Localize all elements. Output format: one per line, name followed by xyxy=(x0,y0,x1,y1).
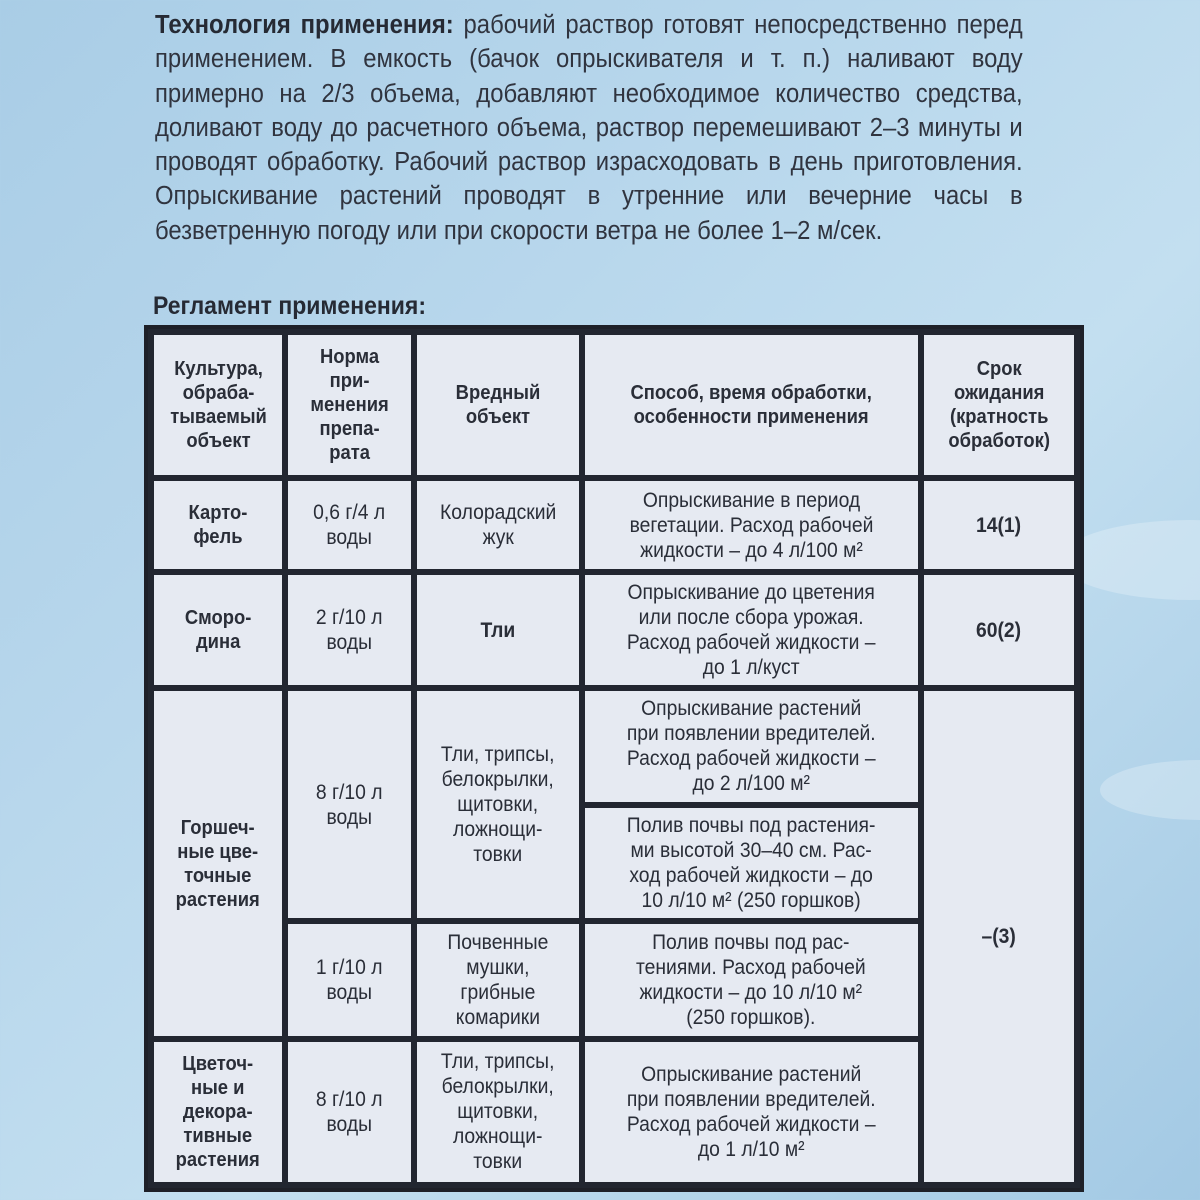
table-row xyxy=(154,481,1074,569)
table-row xyxy=(154,691,1074,801)
cell-term: 60(2) xyxy=(924,575,1074,685)
cell-rate: 1 г/10 л воды xyxy=(288,924,410,1036)
cell-pest: Тли, трипсы, белокрылки, щитовки, ложнощи- товки xyxy=(417,1042,579,1182)
table-row xyxy=(154,575,1074,685)
background-highlight xyxy=(1100,760,1200,820)
header-pest: Вредный объект xyxy=(417,335,579,475)
cell-crop: Цветоч- ные и декора- тивные растения xyxy=(154,1042,282,1182)
technology-text: рабочий раствор готовят непосредственно перед применением. В емкость (бачок опрыскивателя и т. п.) наливают воду примерно на 2/3 объема, добавляют необходимое количество средства, доливают воду до расчетного объема, раствор перемешивают 2–3 минуты и проводят обработку. Рабочий раствор израсходовать в день приготовления. Опрыскивание растений проводят в утренние или вечерние часы в безветренную погоду или при скорости ветра не более 1–2 м/сек. xyxy=(155,11,1023,245)
cell-pest: Тли, трипсы, белокрылки, щитовки, ложнощи- товки xyxy=(417,691,579,917)
cell-method: Полив почвы под растения- ми высотой 30–40 см. Рас- ход рабочей жидкости – до 10 л/10 м² (250 горшков) xyxy=(585,808,918,918)
cell-pest: Почвенные мушки, грибные комарики xyxy=(417,924,579,1036)
header-rate: Норма при- менения препа- рата xyxy=(288,335,410,475)
cell-method: Опрыскивание до цветения или после сбора урожая. Расход рабочей жидкости – до 1 л/куст xyxy=(585,575,918,685)
technology-heading: Технология применения: xyxy=(155,11,454,39)
cell-term: –(3) xyxy=(924,691,1074,1182)
cell-method: Полив почвы под рас- тениями. Расход рабочей жидкости – до 10 л/10 м² (250 горшков). xyxy=(585,924,918,1036)
cell-rate: 8 г/10 л воды xyxy=(288,691,410,917)
cell-method: Опрыскивание растений при появлении вредителей. Расход рабочей жидкости – до 1 л/10 м² xyxy=(585,1042,918,1182)
cell-rate: 0,6 г/4 л воды xyxy=(288,481,410,569)
header-term: Срок ожидания (кратность обработок) xyxy=(924,335,1074,475)
regulation-table xyxy=(144,325,1084,1192)
regulation-title: Регламент применения: xyxy=(153,292,427,320)
cell-crop: Карто- фель xyxy=(154,481,282,569)
cell-method: Опрыскивание растений при появлении вредителей. Расход рабочей жидкости – до 2 л/100 м² xyxy=(585,691,918,801)
header-crop: Культура, обраба- тываемый объект xyxy=(154,335,282,475)
header-method: Способ, время обработки, особенности применения xyxy=(585,335,918,475)
cell-term: 14(1) xyxy=(924,481,1074,569)
cell-method: Опрыскивание в период вегетации. Расход рабочей жидкости – до 4 л/100 м² xyxy=(585,481,918,569)
cell-rate: 2 г/10 л воды xyxy=(288,575,410,685)
cell-pest: Колорадский жук xyxy=(417,481,579,569)
cell-crop: Сморо- дина xyxy=(154,575,282,685)
table-header-row xyxy=(154,335,1074,475)
technology-paragraph xyxy=(155,8,1023,248)
cell-pest: Тли xyxy=(417,575,579,685)
cell-crop: Горшеч- ные цве- точные растения xyxy=(154,691,282,1035)
cell-rate: 8 г/10 л воды xyxy=(288,1042,410,1182)
